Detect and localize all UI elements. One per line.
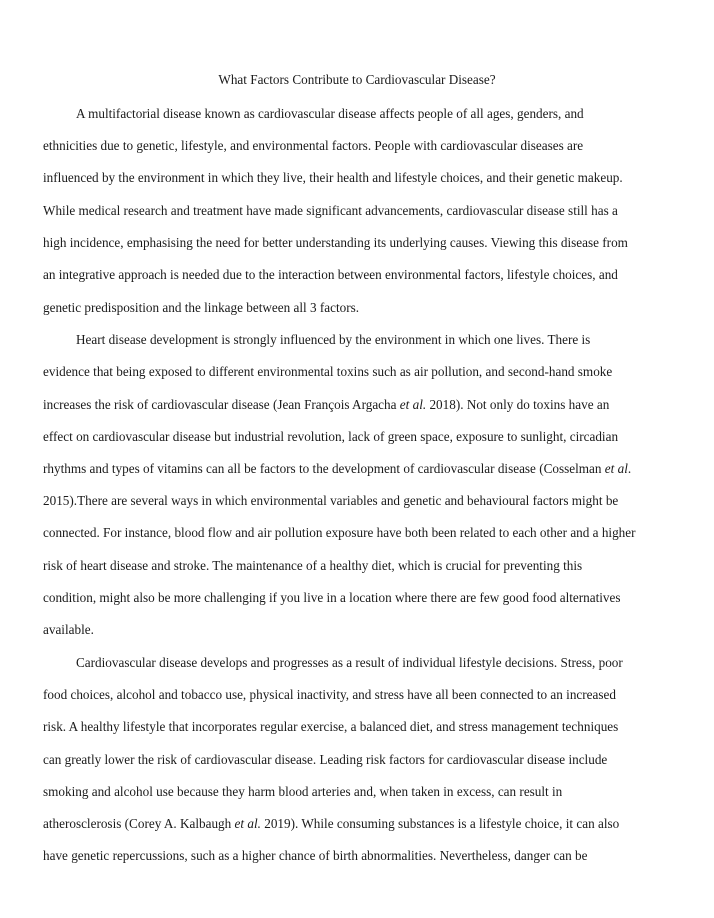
line-text: rhythms and types of vitamins can all be factors to the development of cardiovascular disease (Cosselman [43,461,605,476]
line-text: evidence that being exposed to different environmental toxins such as air pollution, and second-hand smoke [43,364,613,379]
body-line [43,588,621,608]
body-line [43,362,612,382]
line-text: increases the risk of cardiovascular disease (Jean François Argacha [43,397,400,412]
body-line [43,717,618,737]
line-text: food choices, alcohol and tobacco use, physical inactivity, and stress have all been connected to an increased [43,687,616,702]
body-line [43,233,628,253]
body-line [43,556,582,576]
body-line [43,298,359,318]
line-text: available. [43,622,94,637]
body-line [43,395,609,415]
line-text: effect on cardiovascular disease but industrial revolution, lack of green space, exposure to sunlight, circadian [43,429,619,444]
body-line [76,653,623,673]
body-line [43,427,618,447]
citation-emphasis: et al [604,461,628,476]
line-text: influenced by the environment in which they live, their health and lifestyle choices, and their genetic makeup. [43,170,623,185]
line-text: Cardiovascular disease develops and progresses as a result of individual lifestyle decisions. Stress, poor [76,655,623,670]
body-line [43,620,94,640]
body-line [43,750,607,770]
line-text: Heart disease development is strongly influenced by the environment in which one lives. There is [76,332,591,347]
body-line [43,168,623,188]
line-text: genetic predisposition and the linkage between all 3 factors. [43,300,360,315]
line-text: have genetic repercussions, such as a higher chance of birth abnormalities. Nevertheless, danger can be [43,848,588,863]
line-text: connected. For instance, blood flow and air pollution exposure have both been related to each other and a higher [43,525,636,540]
line-text: an integrative approach is needed due to the interaction between environmental factors, lifestyle choices, and [43,267,618,282]
line-text: 2018). Not only do toxins have an [426,397,610,412]
line-text: ethnicities due to genetic, lifestyle, and environmental factors. People with cardiovascular diseases are [43,138,584,153]
body-line [43,523,636,543]
body-line [43,846,588,866]
citation-emphasis: et al. [399,397,427,412]
body-line [76,330,590,350]
line-text: smoking and alcohol use because they harm blood arteries and, when taken in excess, can result in [43,784,563,799]
line-text: risk of heart disease and stroke. The maintenance of a healthy diet, which is crucial for preventing this [43,558,583,573]
line-text: While medical research and treatment have made significant advancements, cardiovascular disease still has a [43,203,618,218]
document-title: What Factors Contribute to Cardiovascular Disease? [218,72,496,87]
body-line [43,459,631,479]
body-line [43,782,562,802]
body-line [43,136,583,156]
body-line [76,104,584,124]
line-text: 2019). While consuming substances is a lifestyle choice, it can also [260,816,620,831]
line-text: . [627,461,632,476]
citation-emphasis: et al. [234,816,261,831]
body-line [43,814,619,834]
line-text: high incidence, emphasising the need for better understanding its underlying causes. Viewing this disease from [43,235,628,250]
line-text: risk. A healthy lifestyle that incorporates regular exercise, a balanced diet, and stress management techniques [43,719,619,734]
body-line [43,201,618,221]
body-line [43,491,618,511]
line-text: condition, might also be more challenging if you live in a location where there are few good food alternatives [43,590,621,605]
body-line [43,265,618,285]
line-text: 2015).There are several ways in which environmental variables and genetic and behavioural factors might be [43,493,619,508]
line-text: A multifactorial disease known as cardiovascular disease affects people of all ages, genders, and [76,106,584,121]
line-text: can greatly lower the risk of cardiovascular disease. Leading risk factors for cardiovascular disease include [43,752,608,767]
body-line [43,685,616,705]
line-text: atherosclerosis (Corey A. Kalbaugh [43,816,235,831]
